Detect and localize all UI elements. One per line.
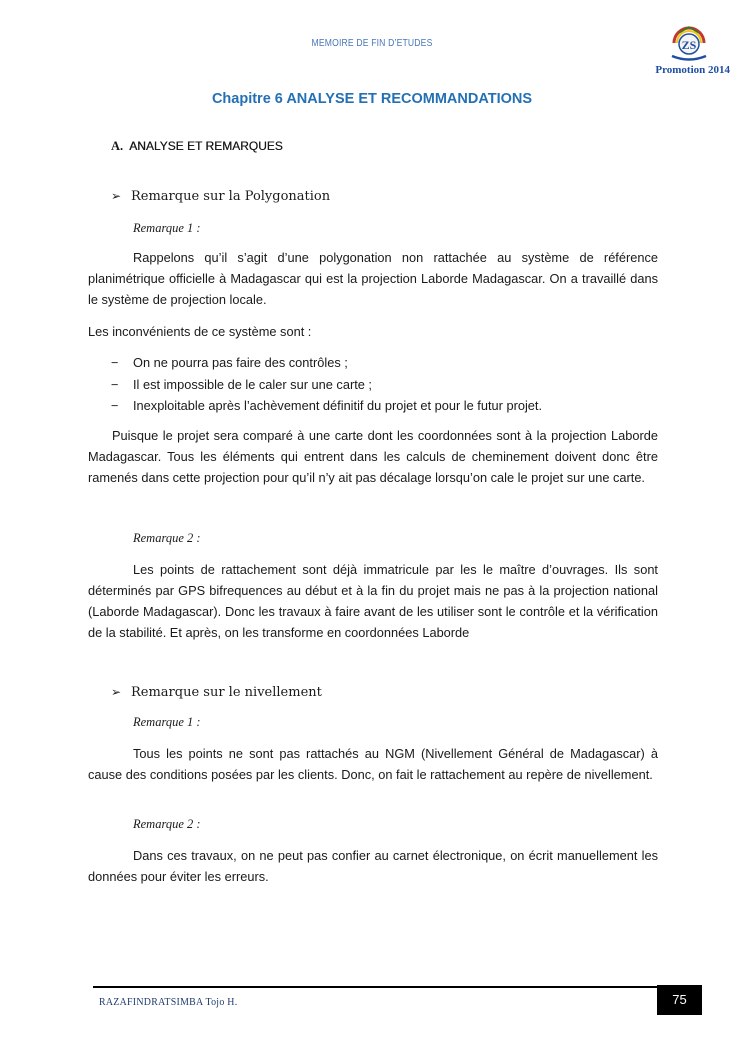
page-number: 75 — [657, 985, 702, 1015]
svg-text:ZS: ZS — [681, 38, 697, 52]
arrow-bullet-icon: ➢ — [111, 189, 122, 203]
list-item: − Inexploitable après l’achèvement définitif du projet et pour le futur projet. — [111, 398, 543, 413]
chapter-title: Chapitre 6 ANALYSE ET RECOMMANDATIONS — [211, 91, 533, 107]
footer-author: RAZAFINDRATSIMBA Tojo H. — [99, 996, 238, 1008]
nivellement-remarque-1-label: Remarque 1 : — [133, 715, 201, 729]
school-emblem-icon — [668, 23, 710, 63]
polygonation-remarque-2-text: Les points de rattachement sont déjà immatricule par les le maître d’ouvrages. Ils sont déterminés par GPS bifrequences au début et à la fin du projet mais ne pas à la projection national (Laborde Madagascar). Donc les travaux à faire avant de les utiliser sont le contrôle et la vérification de la stabilité. Et après, on les transforme en coordonnées Laborde — [88, 562, 658, 640]
nivellement-remarque-2-label: Remarque 2 : — [133, 817, 201, 831]
section-title: ANALYSE ET REMARQUES — [129, 139, 283, 153]
polygonation-remarque-1-label: Remarque 1 : — [133, 221, 201, 235]
running-header-title: MEMOIRE DE FIN D’ETUDES — [311, 37, 433, 49]
list-item: − Il est impossible de le caler sur une carte ; — [111, 376, 372, 392]
nivellement-remarque-2-text: Dans ces travaux, on ne peut pas confier au carnet électronique, on écrit manuellement les données pour éviter les erreurs. — [88, 848, 658, 884]
puisque-paragraph: Puisque le projet sera comparé à une carte dont les coordonnées sont à la projection Laborde Madagascar. Tous les éléments qui entrent dans les calculs de cheminement doivent donc être ramenés dans cette projection pour qu’il n’y ait pas décalage lorsqu’on cale le projet sur une carte. — [88, 428, 658, 485]
list-item: − On ne pourra pas faire des contrôles ; — [111, 355, 348, 370]
polygonation-remarque-2-label: Remarque 2 : — [133, 531, 201, 545]
inconvenients-intro: Les inconvénients de ce système sont : — [88, 324, 312, 339]
polygonation-heading — [111, 189, 330, 204]
nivellement-remarque-1-text: Tous les points ne sont pas rattachés au NGM (Nivellement Général de Madagascar) à cause des conditions posées par les clients. Donc, on fait le rattachement au repère de nivellement. — [88, 746, 658, 782]
arrow-bullet-icon: ➢ — [111, 685, 122, 699]
inconvenients-list — [107, 352, 667, 417]
polygonation-heading-text: Remarque sur la Polygonation — [131, 189, 331, 204]
nivellement-heading-text: Remarque sur le nivellement — [131, 685, 322, 700]
polygonation-remarque-1-text: Rappelons qu’il s’agit d’une polygonation non rattachée au système de référence planimétrique officielle à Madagascar qui est la projection Laborde Madagascar. On a travaillé dans le système de projection locale. — [88, 250, 658, 307]
promotion-label: Promotion 2014 — [655, 64, 730, 76]
section-letter: A. — [111, 139, 124, 153]
section-a-heading — [111, 139, 283, 154]
footer-divider — [93, 986, 657, 988]
nivellement-heading — [111, 685, 322, 700]
